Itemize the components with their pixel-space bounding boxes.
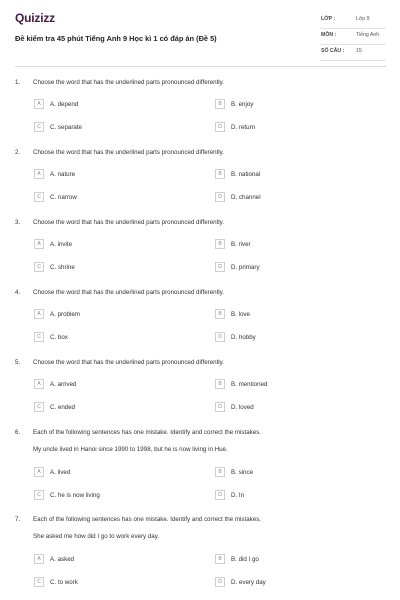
meta-value-question-count: 15 (356, 48, 362, 54)
question-text: Each of the following sentences has one mistake. Identify and correct the mistakes. (33, 429, 262, 436)
question-number: 3. (15, 219, 21, 226)
option-letter-box: A (34, 99, 44, 109)
option-letter-box: D (215, 402, 225, 412)
option-text: A. invite (50, 240, 73, 248)
answer-option-c[interactable] (34, 192, 77, 202)
option-letter-box: C (34, 192, 44, 202)
option-text: A. asked (50, 555, 75, 563)
option-letter-box: B (215, 239, 225, 249)
option-text: D. every day (231, 578, 266, 586)
worksheet-title: Đề kiểm tra 45 phút Tiếng Anh 9 Học kì 1 có đáp án (Đề 5) (15, 34, 217, 43)
answer-option-d[interactable] (215, 192, 261, 202)
option-text: B. river (231, 240, 251, 248)
option-letter-box: D (215, 577, 225, 587)
option-text: A. arrived (50, 380, 77, 388)
meta-label-subject: MÔN : (321, 32, 337, 38)
answer-option-b[interactable] (215, 554, 259, 564)
option-text: A. lived (50, 468, 71, 476)
answer-option-a[interactable] (34, 467, 70, 477)
option-text: B. did I go (231, 555, 259, 563)
option-text: D. In (231, 491, 245, 499)
option-letter-box: D (215, 490, 225, 500)
question-number: 1. (15, 79, 21, 86)
answer-option-c[interactable] (34, 490, 100, 500)
option-text: C. narrow (50, 193, 77, 201)
option-text: C. shrine (50, 263, 75, 271)
option-text: B. enjoy (231, 100, 254, 108)
worksheet-meta (320, 13, 386, 61)
question-text: Each of the following sentences has one mistake. Identify and correct the mistakes. (33, 516, 262, 523)
option-text: B. love (231, 310, 250, 318)
header-divider (15, 66, 386, 67)
option-text: B. since (231, 468, 254, 476)
option-letter-box: C (34, 402, 44, 412)
option-text: D. primary (231, 263, 260, 271)
answer-option-c[interactable] (34, 577, 78, 587)
option-letter-box: A (34, 379, 44, 389)
worksheet-header (0, 0, 400, 70)
answer-option-d[interactable] (215, 262, 260, 272)
option-letter-box: B (215, 99, 225, 109)
answer-option-d[interactable] (215, 577, 266, 587)
option-text: C. separate (50, 123, 82, 131)
question-number: 6. (15, 429, 21, 436)
answer-option-c[interactable] (34, 332, 68, 342)
meta-label-question-count: SỐ CÂU : (321, 48, 345, 54)
option-text: D. hobby (231, 333, 256, 341)
answer-option-d[interactable] (215, 490, 244, 500)
answer-option-d[interactable] (215, 402, 254, 412)
option-text: C. box (50, 333, 68, 341)
option-text: D. return (231, 123, 256, 131)
question-text: Choose the word that has the underlined parts pronounced differently. (33, 359, 225, 366)
option-letter-box: B (215, 169, 225, 179)
answer-option-c[interactable] (34, 122, 82, 132)
option-text: C. ended (50, 403, 76, 411)
answer-option-a[interactable] (34, 99, 78, 109)
option-letter-box: C (34, 332, 44, 342)
question-number: 4. (15, 289, 21, 296)
answer-option-a[interactable] (34, 169, 75, 179)
option-letter-box: C (34, 490, 44, 500)
option-text: C. to work (50, 578, 78, 586)
answer-option-b[interactable] (215, 467, 253, 477)
option-letter-box: B (215, 554, 225, 564)
quizizz-logo: Quizizz (15, 11, 55, 25)
option-letter-box: B (215, 467, 225, 477)
option-letter-box: D (215, 122, 225, 132)
meta-row-subject (320, 29, 386, 45)
meta-value-class: Lớp 9 (356, 16, 370, 22)
option-text: D. loved (231, 403, 254, 411)
meta-label-class: LỚP : (321, 16, 336, 22)
question-text: Choose the word that has the underlined parts pronounced differently. (33, 219, 225, 226)
question-text: Choose the word that has the underlined parts pronounced differently. (33, 289, 225, 296)
option-letter-box: A (34, 169, 44, 179)
answer-option-d[interactable] (215, 332, 256, 342)
answer-option-a[interactable] (34, 379, 76, 389)
option-letter-box: D (215, 192, 225, 202)
question-sentence: She asked me how did I go to work every day. (33, 533, 160, 540)
question-number: 7. (15, 516, 21, 523)
answer-option-a[interactable] (34, 309, 80, 319)
option-text: A. problem (50, 310, 80, 318)
option-letter-box: A (34, 467, 44, 477)
answer-option-c[interactable] (34, 402, 75, 412)
option-letter-box: C (34, 122, 44, 132)
question-text: Choose the word that has the underlined parts pronounced differently. (33, 149, 225, 156)
answer-option-d[interactable] (215, 122, 255, 132)
option-letter-box: A (34, 309, 44, 319)
meta-row-class (320, 13, 386, 29)
option-letter-box: C (34, 577, 44, 587)
answer-option-a[interactable] (34, 239, 72, 249)
answer-option-b[interactable] (215, 99, 253, 109)
option-text: C. he is now living (50, 491, 100, 499)
option-text: D. channel (231, 193, 261, 201)
option-text: A. depend (50, 100, 79, 108)
option-letter-box: B (215, 309, 225, 319)
question-text: Choose the word that has the underlined parts pronounced differently. (33, 79, 225, 86)
question-number: 2. (15, 149, 21, 156)
meta-row-question-count (320, 45, 386, 61)
answer-option-b[interactable] (215, 379, 267, 389)
option-letter-box: B (215, 379, 225, 389)
answer-option-c[interactable] (34, 262, 75, 272)
answer-option-b[interactable] (215, 169, 260, 179)
answer-option-b[interactable] (215, 239, 251, 249)
option-letter-box: C (34, 262, 44, 272)
answer-option-b[interactable] (215, 309, 250, 319)
answer-option-a[interactable] (34, 554, 74, 564)
question-sentence: My uncle lived in Hanoi since 1990 to 1998, but he is now living in Hue. (33, 446, 228, 453)
question-number: 5. (15, 359, 21, 366)
option-text: A. nature (50, 170, 76, 178)
meta-value-subject: Tiếng Anh (356, 32, 380, 38)
option-letter-box: A (34, 554, 44, 564)
option-text: B. mentioned (231, 380, 268, 388)
option-letter-box: D (215, 332, 225, 342)
option-letter-box: A (34, 239, 44, 249)
option-letter-box: D (215, 262, 225, 272)
option-text: B. national (231, 170, 261, 178)
